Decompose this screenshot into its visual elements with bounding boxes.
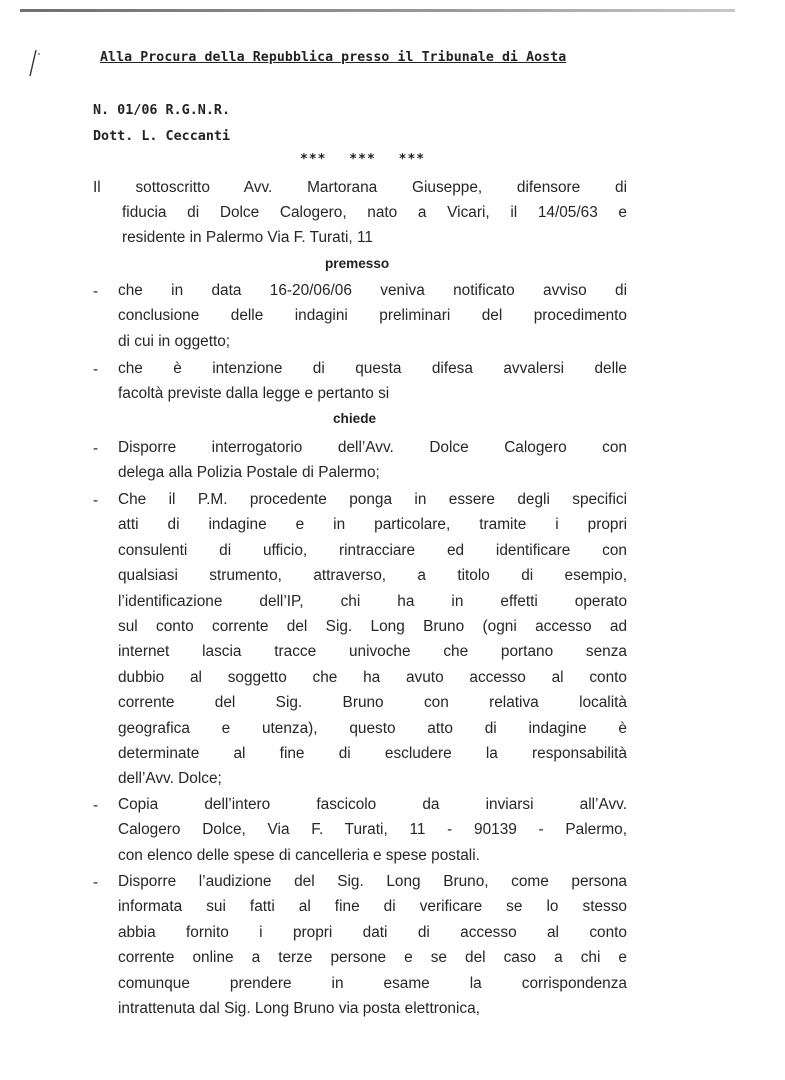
text-line: dubbio al soggetto che ha avuto accesso al conto (118, 668, 627, 686)
bullet-dash: - (93, 283, 99, 300)
text-line: Disporre l’audizione del Sig. Long Bruno, come persona (118, 873, 627, 890)
text-line: Copia dell’intero fascicolo da inviarsi all’Avv. (118, 796, 627, 813)
text-line: comunque prendere in esame la corrispondenza (118, 974, 627, 992)
text-line: intrattenuta dal Sig. Long Bruno via posta elettronica, (118, 999, 480, 1017)
chiede-item (118, 487, 627, 792)
bullet-dash: - (93, 797, 99, 814)
case-number: N. 01/06 R.G.N.R. (93, 103, 231, 118)
bullet-dash: - (93, 440, 99, 457)
text-line: corrente del Sig. Bruno con relativa località (118, 694, 627, 712)
intro-line: Il sottoscritto Avv. Martorana Giuseppe, difensore di (93, 179, 627, 196)
intro-line: fiducia di Dolce Calogero, nato a Vicari, il 14/05/63 e (122, 204, 627, 221)
bullet-dash: - (93, 492, 99, 509)
text-line: conclusione delle indagini preliminari del procedimento (118, 307, 627, 325)
text-line: determinate al fine di escludere la responsabilità (118, 744, 627, 762)
chiede-item (118, 435, 627, 486)
text-line: Disporre interrogatorio dell’Avv. Dolce Calogero con (118, 439, 627, 456)
document-heading: Alla Procura della Repubblica presso il Tribunale di Aosta (100, 50, 567, 65)
text-line: consulenti di ufficio, rintracciare ed identificare con (118, 541, 627, 559)
intro-first-line-block (93, 175, 627, 200)
premesso-item (118, 278, 627, 354)
text-line: geografica e utenza), questo atto di indagine è (118, 719, 627, 737)
intro-continuation (122, 200, 627, 251)
text-line: Calogero Dolce, Via F. Turati, 11 - 90139 - Palermo, (118, 821, 627, 839)
chiede-heading: chiede (333, 411, 377, 426)
text-line: sul conto corrente del Sig. Long Bruno (ogni accesso ad (118, 617, 627, 635)
prosecutor-name: Dott. L. Ceccanti (93, 129, 231, 144)
bullet-dash: - (93, 874, 99, 891)
text-line: l’identificazione dell’IP, chi ha in effetti operato (118, 592, 627, 610)
text-line: delega alla Polizia Postale di Palermo; (118, 464, 380, 482)
text-line: informata sui fatti al fine di verificare se lo stesso (118, 898, 627, 916)
premesso-item (118, 356, 627, 407)
text-line: che è intenzione di questa difesa avvalersi delle (118, 360, 627, 377)
text-line: facoltà previste dalla legge e pertanto si (118, 385, 390, 403)
chiede-item (118, 792, 627, 868)
premesso-heading: premesso (325, 256, 390, 271)
text-line: che in data 16-20/06/06 veniva notificato avviso di (118, 282, 627, 299)
text-line: atti di indagine e in particolare, tramite i propri (118, 516, 627, 534)
text-line: di cui in oggetto; (118, 332, 231, 350)
text-line: dell’Avv. Dolce; (118, 770, 222, 788)
separator-stars: *** *** *** (300, 152, 426, 167)
text-line: corrente online a terze persone e se del caso a chi e (118, 949, 627, 967)
text-line: con elenco delle spese di cancelleria e spese postali. (118, 846, 480, 864)
text-line: Che il P.M. procedente ponga in essere degli specifici (118, 491, 627, 508)
text-line: abbia fornito i propri dati di accesso al conto (118, 923, 627, 941)
chiede-item (118, 869, 627, 1021)
bullet-dash: - (93, 361, 99, 378)
intro-line: residente in Palermo Via F. Turati, 11 (122, 229, 373, 247)
text-line: internet lascia tracce univoche che portano senza (118, 643, 627, 661)
text-line: qualsiasi strumento, attraverso, a titolo di esempio, (118, 567, 627, 585)
